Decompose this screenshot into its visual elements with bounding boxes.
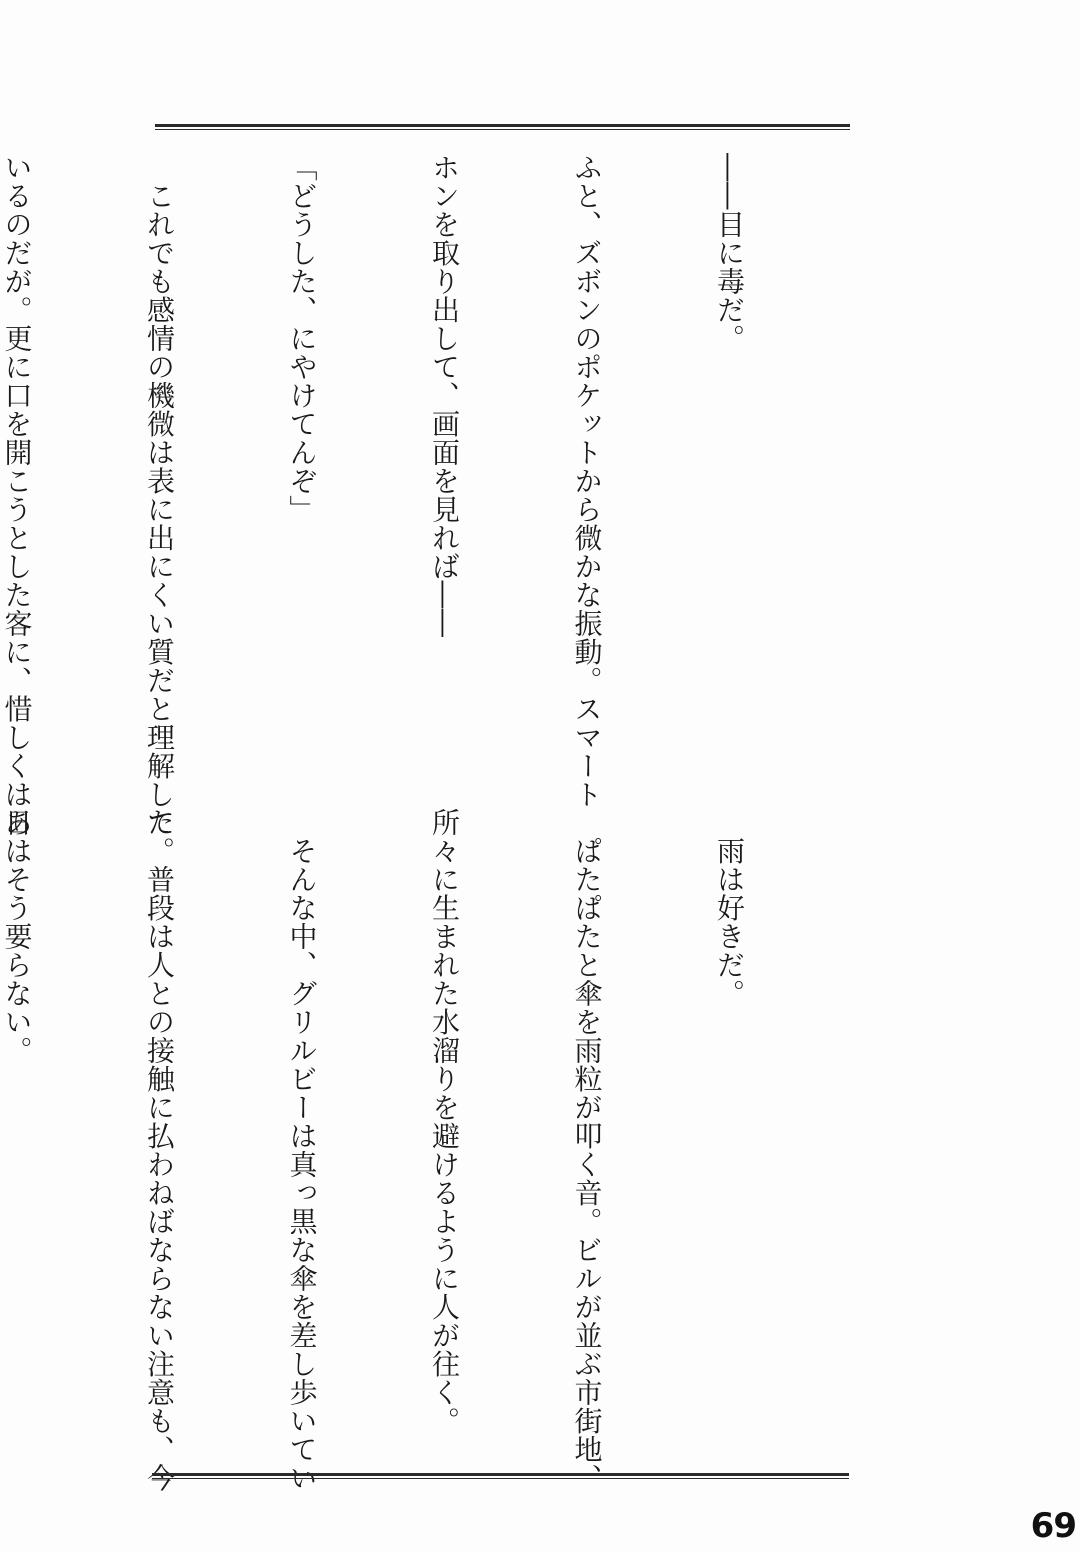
- top-rule: [155, 124, 850, 130]
- text-line: そんな中、グリルビーは真っ黒な傘を差し歩いてい: [285, 808, 319, 1492]
- page-number: 69: [1030, 1506, 1076, 1546]
- text-line: 雨は好きだ。: [713, 808, 746, 1008]
- text-line: た。普段は人との接触に払わねばならない注意も、今: [143, 808, 176, 1492]
- text-line: これでも感情の機微は表に出にくい質だと理解して: [143, 153, 176, 837]
- upper-text-block: [0, 153, 848, 837]
- text-line: いるのだが。更に口を開こうとした客に、惜しくはあ: [0, 153, 34, 837]
- text-line: ふと、ズボンのポケットから微かな振動。スマート: [570, 153, 604, 809]
- text-line: ――目に毒だ。: [713, 153, 746, 353]
- text-line: 「どうした、にやけてんぞ」: [285, 153, 319, 524]
- text-line: ぱたぱたと傘を雨粒が叩く音。ビルが並ぶ市街地、: [570, 808, 604, 1492]
- lower-text-block: [0, 808, 848, 1492]
- text-line: 日はそう要らない。: [0, 808, 34, 1065]
- bottom-rule: [152, 1473, 849, 1479]
- text-line: 所々に生まれた水溜りを避けるように人が往く。: [428, 808, 461, 1435]
- text-line: ホンを取り出して、画面を見れば――: [428, 153, 461, 638]
